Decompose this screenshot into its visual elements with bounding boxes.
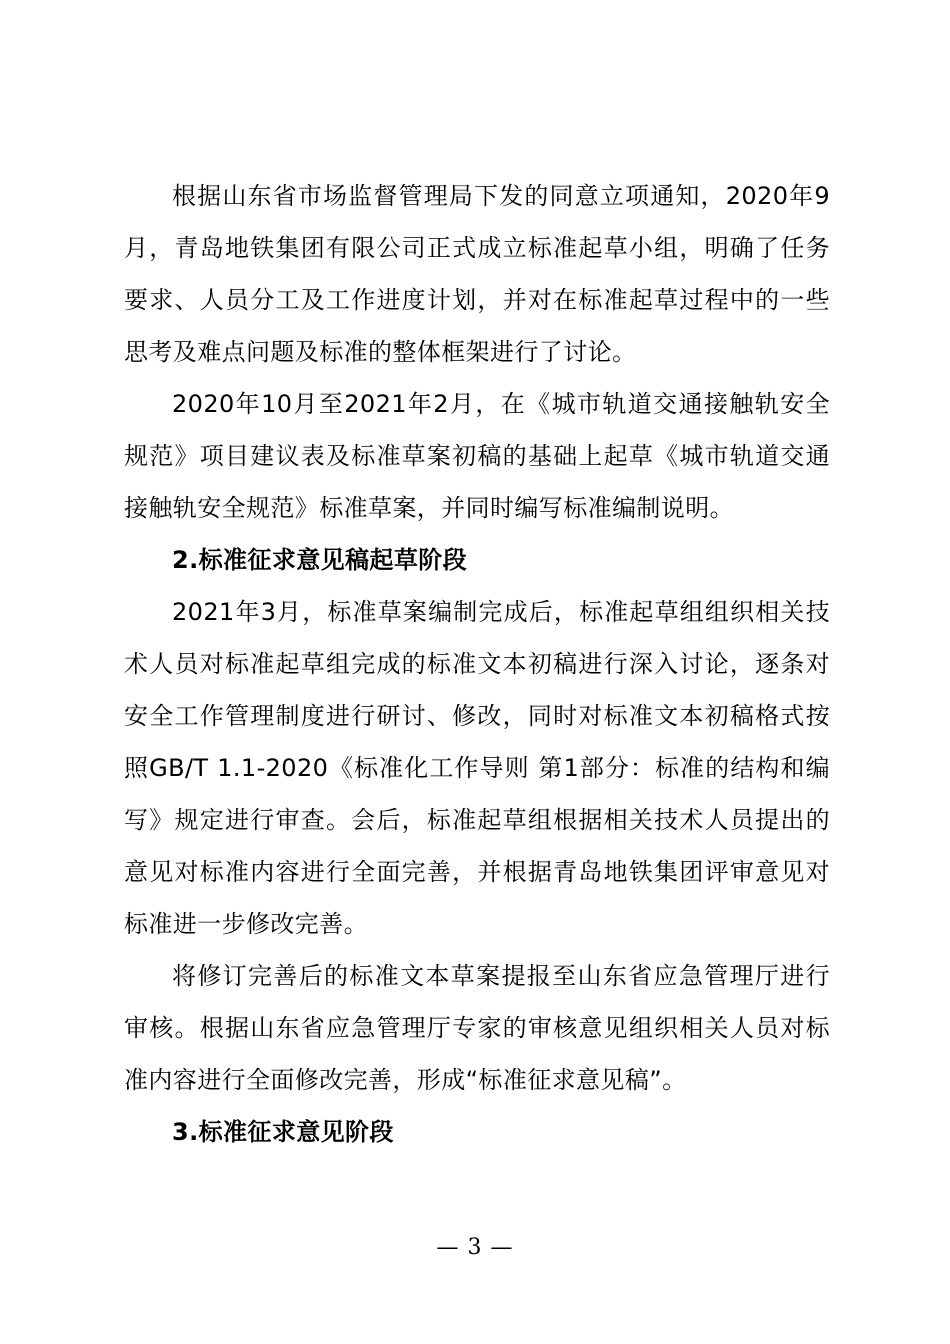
page-number: — 3 — xyxy=(436,1235,514,1260)
section-heading-draft-stage: 2.标准征求意见稿起草阶段 xyxy=(172,546,468,574)
paragraph-project-approval: 根据山东省市场监督管理局下发的同意立项通知，2020年9月，青岛地铁集团有限公司正式成立标准起草小组，明确了任务要求、人员分工及工作进度计划，并对在标准起草过程中的一些思考及难点问题及标准的整体框架进行了讨论。 xyxy=(124,182,830,366)
document-body xyxy=(124,170,830,1158)
section-heading-consultation-stage: 3.标准征求意见阶段 xyxy=(172,1118,394,1146)
paragraph-draft-preparation: 2020年10月至2021年2月，在《城市轨道交通接触轨安全规范》项目建议表及标准草案初稿的基础上起草《城市轨道交通接触轨安全规范》标准草案，并同时编写标准编制说明。 xyxy=(124,390,830,522)
paragraph-draft-review: 2021年3月，标准草案编制完成后，标准起草组组织相关技术人员对标准起草组完成的标准文本初稿进行深入讨论，逐条对安全工作管理制度进行研讨、修改，同时对标准文本初稿格式按照GB/T 1.1-2020《标准化工作导则 第1部分：标准的结构和编写》规定进行审查。会后，标准起草组根据相关技术人员提出的意见对标准内容进行全面完善，并根据青岛地铁集团评审意见对标准进一步修改完善。 xyxy=(124,598,830,938)
paragraph-submission-review: 将修订完善后的标准文本草案提报至山东省应急管理厅进行审核。根据山东省应急管理厅专家的审核意见组织相关人员对标准内容进行全面修改完善，形成“标准征求意见稿”。 xyxy=(124,962,830,1094)
